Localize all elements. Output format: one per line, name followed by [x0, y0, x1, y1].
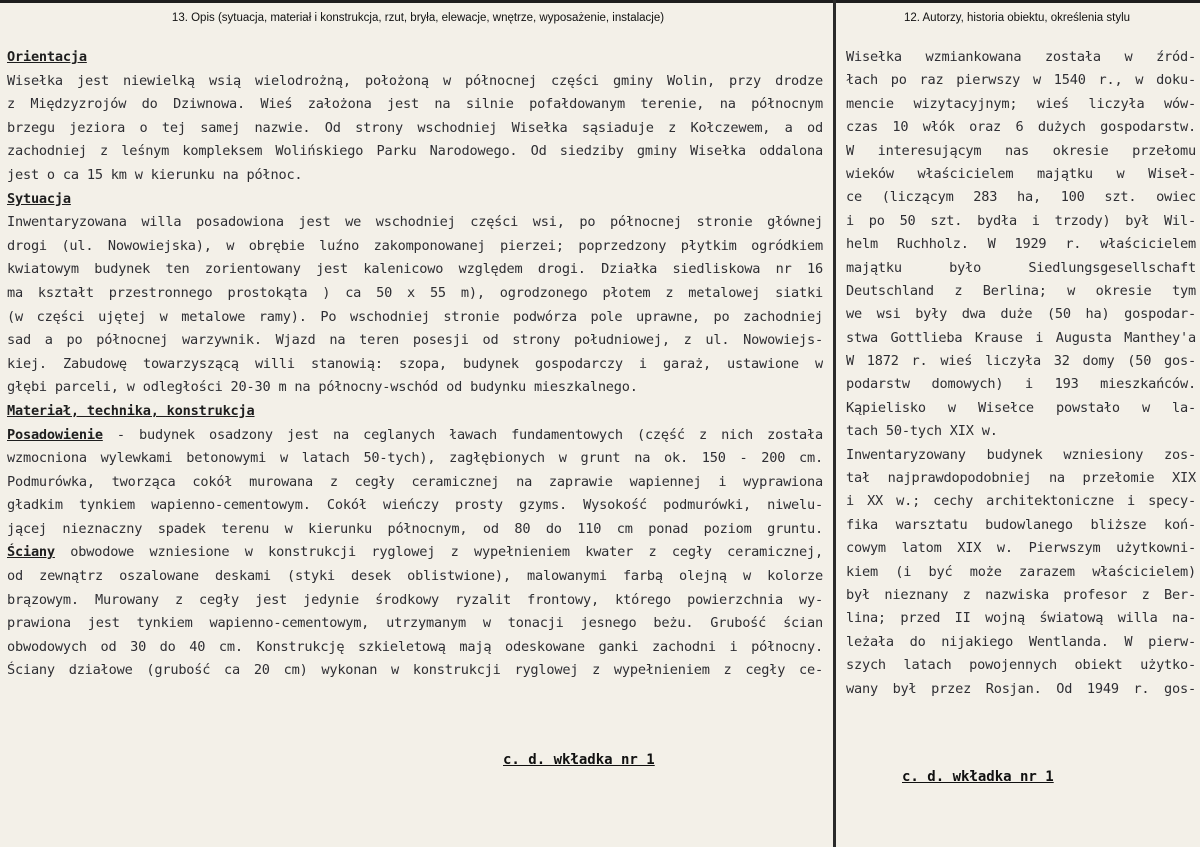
text-line: i po 50 szt. bydła i trzody) był Wil-	[846, 212, 1196, 229]
text-line: jest o ca 15 km w kierunku na północ.	[7, 166, 303, 183]
text-line: majątku było Siedlungsgesellschaft	[846, 259, 1196, 276]
section-12-header: 12. Autorzy, historia obiektu, określenia stylu	[903, 12, 1131, 24]
text-line: drogi (ul. Nowowiejska), w obrębie luźno zakomponowanej pierzei; poprzedzony płytkim ogródkiem	[7, 237, 823, 254]
text-line: gładkim tynkiem wapienno-cementowym. Cokół wieńczy prosty gzyms. Wysokość podmurówki, niwelu-	[7, 497, 823, 514]
text-line: czas 10 włók oraz 6 dużych gospodarstw.	[846, 119, 1196, 136]
text-line: sad a po północnej warzywnik. Wjazd na teren posesji od strony południowej, z ul. Nowowiejs-	[7, 332, 823, 349]
text-line: łach po raz pierwszy w 1540 r., w doku-	[846, 72, 1196, 89]
heading-orientacja: Orientacja	[7, 49, 87, 65]
text-line: ce (liczącym 283 ha, 100 szt. owiec	[846, 189, 1196, 206]
description-column	[7, 46, 823, 683]
text-line: Wisełka jest niewielką wsią wielodrożną, położoną w północnej części gminy Wolin, przy drodze	[7, 72, 823, 89]
text-line: W 1872 r. wieś liczyła 32 domy (50 gos-	[846, 353, 1196, 370]
text-line: helm Ruchholz. W 1929 r. właścicielem	[846, 236, 1196, 253]
text-line: kiej. Zabudowę towarzyszącą willi stanowią: szopa, budynek gospodarczy i garaż, ustawione w	[7, 355, 823, 372]
continued-note-right: c. d. wkładka nr 1	[902, 769, 1054, 785]
posadowienie-line	[7, 424, 823, 448]
text-line: kwiatowym budynek ten zorientowany jest kalenicowo względem drogi. Działka siedliskowa nr 16	[7, 261, 823, 278]
section-13-header: 13. Opis (sytuacja, materiał i konstrukcja, rzut, bryła, elewacje, wnętrze, wyposażenie, instalacje)	[171, 12, 665, 24]
text-line: Wisełka wzmiankowana została w źród-	[846, 49, 1196, 65]
text-line: szych latach powojennych obiekt użytko-	[846, 657, 1196, 674]
continued-note-left: c. d. wkładka nr 1	[503, 752, 655, 768]
text-line: brązowym. Murowany z cegły jest jedynie środkowy ryzalit frontowy, którego powierzchnia wy-	[7, 591, 823, 608]
text-span: - budynek osadzony jest na ceglanych ławach fundamentowych (część z nich została	[102, 426, 823, 443]
text-line: podarstw domowych) i 193 mieszkańców.	[846, 376, 1196, 393]
term-posadowienie: Posadowienie	[7, 426, 103, 443]
text-line: z Międzyzrojów do Dziwnowa. Wieś założona jest na silnie pofałdowanym terenie, na północnym	[7, 96, 823, 113]
text-line: głębi parceli, w odległości 20-30 m na północny-wschód od budynku mieszkalnego.	[7, 379, 638, 396]
text-line: cowym latom XIX w. Pierwszym użytkowni-	[846, 540, 1196, 557]
text-line: Inwentaryzowany budynek wzniesiony zos-	[846, 446, 1196, 463]
text-line: kiem (i być może zarazem właścicielem)	[846, 563, 1196, 580]
text-line: leżała do nijakiego Wentlanda. W pierw-	[846, 633, 1196, 650]
text-line: prawiona jest tynkiem wapienno-cementowym, utrzymanym w tonacji jesnego beżu. Grubość ścian	[7, 615, 823, 632]
text-line: i XX w.; cechy architektoniczne i specy-	[846, 493, 1196, 510]
text-line: Kąpielisko w Wisełce powstało w la-	[846, 399, 1196, 416]
text-line: Inwentaryzowana willa posadowiona jest we wschodniej części wsi, po północnej stronie głównej	[7, 214, 823, 231]
heading-sytuacja: Sytuacja	[7, 190, 71, 207]
text-line: we wsi były dwa duże (50 ha) gospodar-	[846, 306, 1196, 323]
top-rule	[0, 0, 1200, 3]
text-line: brzegu jeziora o tej samej nazwie. Od strony wschodniej Wisełka sąsiaduje z Kołczewem, a od	[7, 119, 823, 136]
history-column	[846, 46, 1196, 701]
text-line: zachodniej z leśnym kompleksem Wolińskiego Parku Narodowego. Od siedziby gminy Wisełka oddalona	[7, 143, 823, 160]
text-line: fika warsztatu budowlanego bliższe koń-	[846, 516, 1196, 533]
text-line: wzmocniona wylewkami betonowymi w latach 50-tych), zagłębionych w grunt na ok. 150 - 200 cm.	[7, 450, 823, 467]
text-line: W interesującym nas okresie przełomu	[846, 142, 1196, 159]
text-line: tach 50-tych XIX w.	[846, 423, 998, 440]
text-line: ma kształt przestronnego prostokąta ) ca 50 x 55 m), ogrodzonego płotem z metalowej siatki	[7, 284, 823, 301]
column-divider	[833, 0, 836, 847]
text-line: od zewnątrz oszalowane deskami (styki desek oblistwione), malowanymi farbą olejną w kolorze	[7, 568, 823, 585]
text-line: mencie wizytacyjnym; wieś liczyła wów-	[846, 95, 1196, 112]
sciany-line	[7, 541, 823, 565]
text-line: jącej nieznaczny spadek terenu w kierunku północnym, od 80 do 110 cm ponad poziom gruntu.	[7, 520, 823, 537]
text-line: tał najprawdopodobniej na przełomie XIX	[846, 470, 1196, 487]
text-line: lina; przed II wojną światową willa na-	[846, 610, 1196, 627]
text-line: Deutschland z Berlina; w okresie tym	[846, 282, 1196, 299]
text-line: Podmurówka, tworząca cokół murowana z cegły ceramicznej na zaprawie wapiennej i wyprawiona	[7, 473, 823, 490]
term-sciany: Ściany	[7, 544, 55, 561]
text-line: (w części ujętej w metalowe ramy). Po wschodniej stronie podwórza pole uprawne, po zachodniej	[7, 308, 823, 325]
text-line: obwodowych od 30 do 40 cm. Konstrukcję szkieletową mają odeskowane ganki zachodni i północny.	[7, 638, 823, 655]
text-line: był nieznany z nazwiska profesor z Ber-	[846, 586, 1196, 603]
text-line: wany był przez Rosjan. Od 1949 r. gos-	[846, 680, 1196, 697]
text-line: Ściany działowe (grubość ca 20 cm) wykonan w konstrukcji ryglowej z wypełnieniem z cegły ce-	[7, 662, 823, 679]
text-line: stwa Gottlieba Krause i Augusta Manthey'a	[846, 329, 1196, 346]
text-span: obwodowe wzniesione w konstrukcji ryglowej z wypełnieniem kwater z cegły ceramicznej,	[54, 544, 823, 561]
heading-material: Materiał, technika, konstrukcja	[7, 402, 255, 419]
text-line: wieków właścicielem majątku w Wiseł-	[846, 165, 1196, 182]
